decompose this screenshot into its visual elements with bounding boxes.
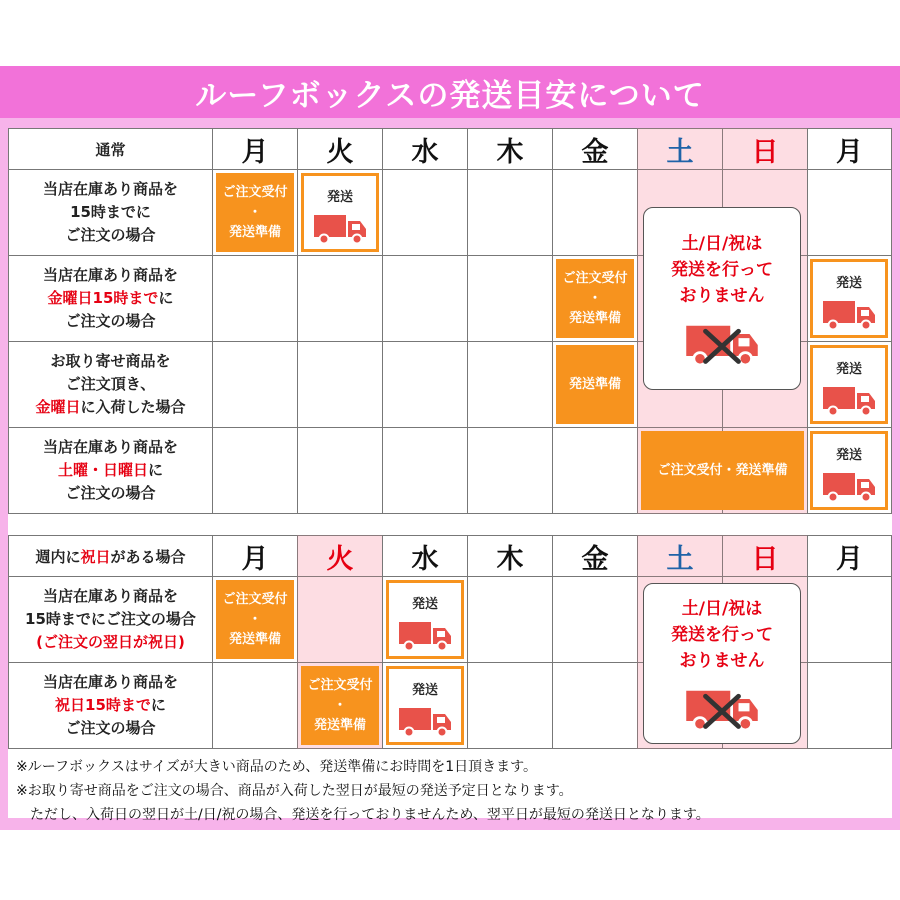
table2-day-mon: 月 bbox=[212, 535, 298, 577]
row-label-line: ご注文の場合 bbox=[65, 312, 156, 330]
row-label-line: 15時までにご注文の場合 bbox=[25, 610, 196, 628]
dot-label: ・ bbox=[588, 290, 602, 306]
ship-label: 発送 bbox=[835, 276, 862, 291]
grid-cell bbox=[382, 255, 468, 342]
row-label-highlight: (ご注文の翌日が祝日) bbox=[36, 633, 185, 651]
ship-box bbox=[810, 431, 888, 510]
grid-cell bbox=[212, 427, 298, 514]
ship-label: 発送 bbox=[411, 683, 438, 698]
prep-label: 発送準備 bbox=[228, 631, 281, 647]
no-shipping-notice bbox=[643, 207, 801, 390]
order-prep-wide-box bbox=[641, 431, 804, 510]
row-label-line: 15時までに bbox=[70, 203, 151, 221]
corner-text: 週内に bbox=[35, 547, 81, 566]
row-label-highlight: 金曜日 bbox=[35, 398, 81, 416]
ship-label: 発送 bbox=[326, 190, 353, 205]
dot-label: ・ bbox=[248, 611, 262, 627]
note-line: ただし、入荷日の翌日が土/日/祝の場合、発送を行っておりませんため、翌平日が最短の発送日となります。 bbox=[16, 807, 710, 823]
truck-icon bbox=[823, 299, 875, 331]
ship-label: 発送 bbox=[411, 597, 438, 612]
grid-cell bbox=[212, 255, 298, 342]
table1-day-thu: 木 bbox=[467, 128, 553, 170]
row-label-line: 当店在庫あり商品を bbox=[42, 180, 178, 198]
order-prep-box bbox=[216, 173, 294, 252]
grid-cell bbox=[807, 169, 892, 256]
no-ship-line: 発送を行って bbox=[671, 624, 773, 645]
grid-cell bbox=[467, 341, 553, 428]
table2-day-next-mon: 月 bbox=[807, 535, 892, 577]
order-label: ご注文受付 bbox=[222, 184, 288, 200]
grid-cell bbox=[297, 427, 383, 514]
table1-day-mon: 月 bbox=[212, 128, 298, 170]
grid-cell bbox=[382, 169, 468, 256]
grid-cell bbox=[297, 255, 383, 342]
row-label-line: 当店在庫あり商品を bbox=[42, 587, 178, 605]
table2-day-thu: 木 bbox=[467, 535, 553, 577]
ship-box bbox=[386, 580, 464, 659]
row-label-highlight: 土曜・日曜日 bbox=[57, 461, 148, 479]
table2-day-wed: 水 bbox=[382, 535, 468, 577]
row-label-tail: に bbox=[158, 289, 174, 307]
dot-label: ・ bbox=[248, 204, 262, 220]
row-label-tail: に bbox=[150, 696, 166, 714]
grid-cell bbox=[467, 169, 553, 256]
table2-row2-label bbox=[8, 662, 213, 749]
grid-cell bbox=[382, 427, 468, 514]
order-label: ご注文受付 bbox=[222, 591, 288, 607]
grid-cell bbox=[467, 662, 553, 749]
grid-cell bbox=[467, 576, 553, 663]
row-label-line: ご注文頂き、 bbox=[65, 375, 156, 393]
no-truck-icon bbox=[686, 323, 758, 367]
grid-cell bbox=[552, 427, 638, 514]
truck-icon bbox=[399, 706, 451, 738]
grid-cell bbox=[382, 341, 468, 428]
row-label-highlight: 金曜日15時まで bbox=[47, 289, 159, 307]
page-title: ルーフボックスの発送目安について bbox=[0, 66, 900, 118]
no-ship-line: おりません bbox=[679, 285, 765, 306]
grid-cell bbox=[297, 576, 383, 663]
prep-label: 発送準備 bbox=[568, 310, 621, 326]
truck-icon bbox=[399, 620, 451, 652]
row-label-line bbox=[48, 287, 174, 310]
table1-day-tue: 火 bbox=[297, 128, 383, 170]
table1-row3-label bbox=[8, 341, 213, 428]
prep-label: 発送準備 bbox=[313, 717, 366, 733]
grid-cell bbox=[467, 427, 553, 514]
row-label-highlight: 祝日15時まで bbox=[55, 696, 151, 714]
grid-cell bbox=[552, 169, 638, 256]
grid-cell bbox=[297, 341, 383, 428]
row-label-line: 当店在庫あり商品を bbox=[42, 266, 178, 284]
table1-day-next-mon: 月 bbox=[807, 128, 892, 170]
no-shipping-notice bbox=[643, 583, 801, 744]
table1-row1-label bbox=[8, 169, 213, 256]
no-ship-line: 土/日/祝は bbox=[681, 598, 763, 619]
note-line: ※お取り寄せ商品をご注文の場合、商品が入荷した翌日が最短の発送予定日となります。 bbox=[16, 783, 573, 799]
table1-day-wed: 水 bbox=[382, 128, 468, 170]
table1-day-fri: 金 bbox=[552, 128, 638, 170]
table2-day-tue-holiday: 火 bbox=[297, 535, 383, 577]
prep-box bbox=[556, 345, 634, 424]
row-label-line: ご注文の場合 bbox=[65, 226, 156, 244]
ship-box bbox=[301, 173, 379, 252]
table2-corner bbox=[8, 535, 213, 577]
order-prep-box bbox=[556, 259, 634, 338]
no-ship-line: 土/日/祝は bbox=[681, 233, 763, 254]
truck-icon bbox=[823, 471, 875, 503]
no-truck-icon bbox=[686, 688, 758, 732]
corner-text: がある場合 bbox=[110, 547, 186, 566]
schedule-body bbox=[8, 128, 892, 823]
row-label-tail: に入荷した場合 bbox=[80, 398, 186, 416]
table1-corner bbox=[8, 128, 213, 170]
table2-day-sun: 日 bbox=[722, 535, 808, 577]
ship-label: 発送 bbox=[835, 362, 862, 377]
corner-highlight: 祝日 bbox=[80, 547, 111, 566]
row-label-line: お取り寄せ商品を bbox=[50, 352, 171, 370]
grid-cell bbox=[807, 576, 892, 663]
ship-box bbox=[810, 345, 888, 424]
prep-label: 発送準備 bbox=[228, 224, 281, 240]
grid-cell bbox=[467, 255, 553, 342]
table1-row2-label bbox=[8, 255, 213, 342]
row-label-line bbox=[35, 396, 185, 419]
grid-cell bbox=[552, 662, 638, 749]
ship-box bbox=[810, 259, 888, 338]
grid-cell bbox=[807, 662, 892, 749]
order-prep-box bbox=[216, 580, 294, 659]
table1-corner-label: 通常 bbox=[95, 140, 126, 159]
table2-row1-label bbox=[8, 576, 213, 663]
grid-cell bbox=[212, 341, 298, 428]
note-line: ※ルーフボックスはサイズが大きい商品のため、発送準備にお時間を1日頂きます。 bbox=[16, 759, 537, 775]
row-label-line: ご注文の場合 bbox=[65, 484, 156, 502]
row-label-tail: に bbox=[148, 461, 164, 479]
no-ship-line: おりません bbox=[679, 650, 765, 671]
row-label-line: 当店在庫あり商品を bbox=[42, 438, 178, 456]
no-ship-line: 発送を行って bbox=[671, 259, 773, 280]
order-label: ご注文受付 bbox=[562, 270, 628, 286]
grid-cell bbox=[552, 576, 638, 663]
grid-cell bbox=[212, 662, 298, 749]
row-label-line: ご注文の場合 bbox=[65, 719, 156, 737]
prep-label: 発送準備 bbox=[568, 376, 621, 392]
schedule-frame bbox=[0, 118, 900, 830]
row-label-line bbox=[58, 459, 163, 482]
table1-row4-label bbox=[8, 427, 213, 514]
dot-label: ・ bbox=[333, 697, 347, 713]
order-prep-box bbox=[301, 666, 379, 745]
ship-box bbox=[386, 666, 464, 745]
row-label-line bbox=[55, 694, 166, 717]
order-prep-label: ご注文受付・発送準備 bbox=[657, 462, 788, 478]
row-label-line: 当店在庫あり商品を bbox=[42, 673, 178, 691]
table2-day-fri: 金 bbox=[552, 535, 638, 577]
truck-icon bbox=[823, 385, 875, 417]
table1-day-sat: 土 bbox=[637, 128, 723, 170]
table2-day-sat: 土 bbox=[637, 535, 723, 577]
order-label: ご注文受付 bbox=[307, 677, 373, 693]
truck-icon bbox=[314, 213, 366, 245]
ship-label: 発送 bbox=[835, 448, 862, 463]
table1-day-sun: 日 bbox=[722, 128, 808, 170]
